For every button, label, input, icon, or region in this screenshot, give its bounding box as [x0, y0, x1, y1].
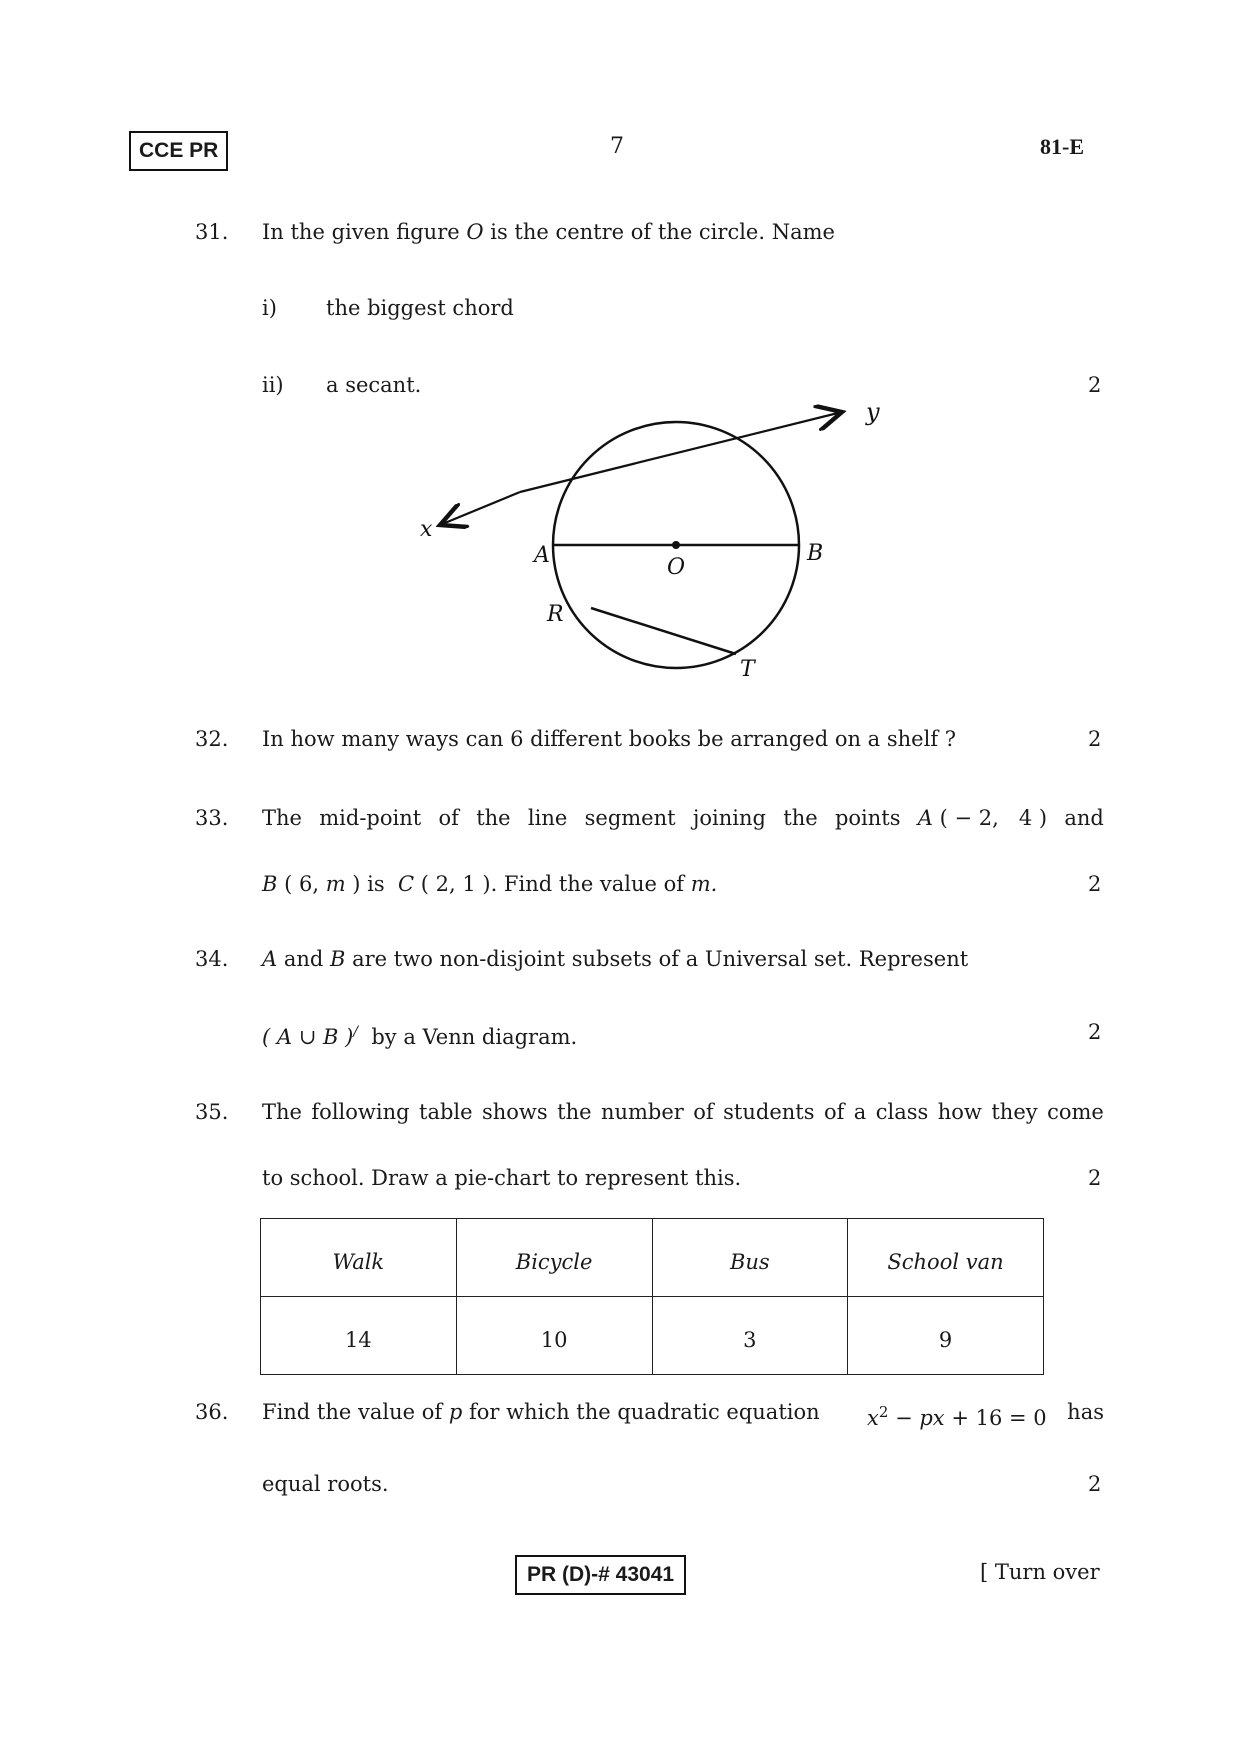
question-36-marks: 2	[1088, 1472, 1102, 1496]
footer-code: PR (D)-# 43041	[527, 1563, 675, 1586]
table-header-cell: Bicycle	[456, 1219, 652, 1297]
question-35-line2: to school. Draw a pie-chart to represent this.	[262, 1166, 742, 1190]
table-row	[261, 1297, 1044, 1375]
question-35-line1: The following table shows the number of students of a class how they come	[262, 1100, 1104, 1124]
table-cell: 3	[652, 1297, 847, 1375]
table-header-cell: Walk	[261, 1219, 457, 1297]
table-cell: 14	[261, 1297, 457, 1375]
label-r: R	[547, 602, 564, 627]
question-number-34: 34.	[195, 947, 229, 971]
transport-table	[260, 1218, 1044, 1375]
label-t: T	[740, 657, 755, 682]
question-34-line2: ( A ∪ B )/ by a Venn diagram.	[262, 1024, 578, 1049]
paper-code-left: CCE PR	[139, 139, 219, 162]
circle-figure	[0, 0, 1241, 720]
question-33-marks: 2	[1088, 872, 1102, 896]
secant-line-arrow-x	[440, 492, 520, 525]
question-31-sub-ii-text: a secant.	[326, 373, 422, 397]
secant-line-arrow-y	[520, 412, 842, 492]
centre-point-o	[672, 541, 680, 549]
paper-code-right: 81-E	[1040, 134, 1084, 159]
label-o: O	[667, 555, 686, 580]
question-number-32: 32.	[195, 727, 229, 751]
question-31-marks: 2	[1088, 373, 1102, 397]
label-a: A	[534, 543, 550, 568]
question-34-marks: 2	[1088, 1020, 1102, 1044]
table-header-cell: Bus	[652, 1219, 847, 1297]
table-header-row	[261, 1219, 1044, 1297]
label-y: y	[866, 398, 880, 426]
turn-over-label: [ Turn over	[980, 1560, 1100, 1584]
question-33-line2: B ( 6, m ) is C ( 2, 1 ). Find the value of m.	[262, 872, 718, 896]
table-header-cell: School van	[848, 1219, 1044, 1297]
footer-code-box	[515, 1555, 686, 1595]
question-31-sub-ii-label: ii)	[262, 373, 284, 397]
page-number: 7	[610, 134, 624, 159]
chord-rt	[591, 608, 736, 654]
question-number-33: 33.	[195, 806, 229, 830]
question-36-line1: Find the value of p for which the quadratic equation $x^2$ − px + 16 = 0 has	[262, 1400, 1104, 1430]
question-32-marks: 2	[1088, 727, 1102, 751]
table-cell: 9	[848, 1297, 1044, 1375]
label-b: B	[807, 541, 824, 566]
question-32-text: In how many ways can 6 different books be arranged on a shelf ?	[262, 727, 957, 751]
question-number-36: 36.	[195, 1400, 229, 1424]
question-36-line2: equal roots.	[262, 1472, 389, 1496]
question-31-sub-i-label: i)	[262, 296, 277, 320]
table-cell: 10	[456, 1297, 652, 1375]
question-number-35: 35.	[195, 1100, 229, 1124]
question-number-31: 31.	[195, 220, 229, 244]
question-31-text: In the given figure O is the centre of the circle. Name	[262, 220, 835, 244]
question-34-line1: A and B are two non-disjoint subsets of a Universal set. Represent	[262, 947, 969, 971]
label-x: x	[420, 517, 433, 542]
question-35-marks: 2	[1088, 1166, 1102, 1190]
question-31-sub-i-text: the biggest chord	[326, 296, 514, 320]
question-33-line1: The mid-point of the line segment joining the points A ( − 2, 4 ) and	[262, 806, 1104, 830]
